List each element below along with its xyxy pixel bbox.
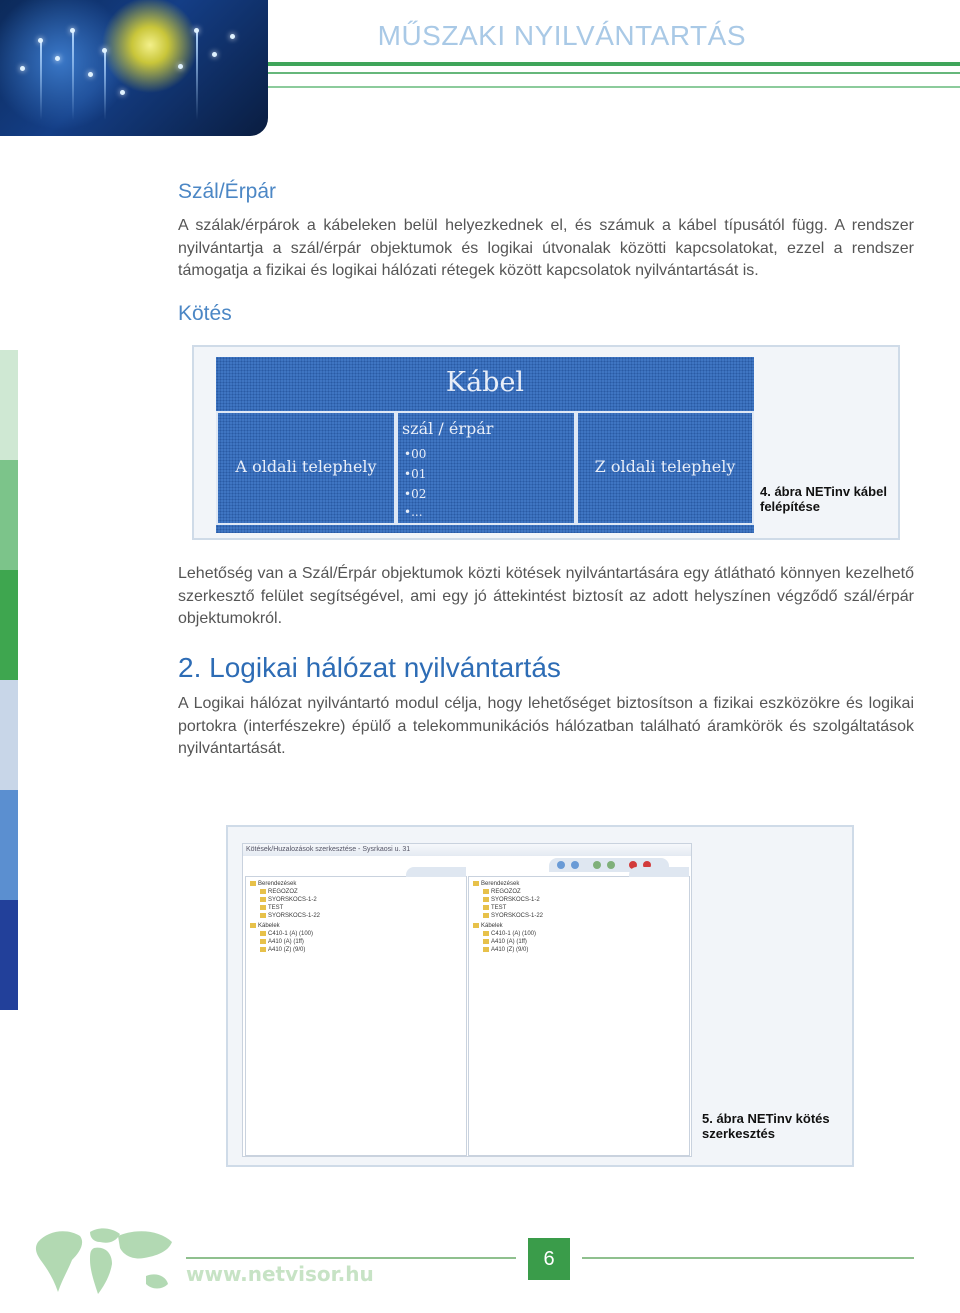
chapter-heading: 2. Logikai hálózat nyilvántartás [178, 652, 561, 683]
tree-node[interactable]: SYORSKOCS-1-22 [483, 913, 543, 919]
tree-node[interactable]: SYORSKOCS-1-2 [483, 897, 540, 903]
cable-icon [260, 939, 266, 944]
cable-icon [483, 947, 489, 952]
folder-icon [473, 881, 479, 886]
page-number: 6 [528, 1238, 570, 1280]
kabel-diagram [216, 357, 754, 533]
figure-caption: 5. ábra NETinv kötés szerkesztés [702, 1111, 830, 1141]
tree-node[interactable]: Kábelek [250, 923, 280, 929]
kabel-cell-a [216, 411, 396, 525]
tree-node[interactable]: A410 (Z) (9/0) [483, 947, 528, 953]
tree-node[interactable]: SYORSKOCS-1-22 [260, 913, 320, 919]
kabel-szal-item: •... [404, 505, 423, 519]
folder-icon [473, 923, 479, 928]
world-map-icon [28, 1220, 178, 1308]
header-line [268, 86, 960, 88]
tree-node[interactable]: Berendezések [250, 881, 296, 887]
device-icon [483, 905, 489, 910]
body-paragraph: A Logikai hálózat nyilvántartó modul célja, hogy lehetőséget biztosítson a fizikai eszközökre és logikai portokra (interfészekre) épülő a telekommunikációs hálózatban található áramkörök és szolgáltatások nyilvántartását. [178, 695, 914, 758]
side-bar-segment [0, 460, 18, 570]
device-icon [483, 913, 489, 918]
tree-node[interactable]: Kábelek [473, 923, 503, 929]
side-bar-segment [0, 350, 18, 460]
tree-node[interactable]: C410-1 (A) (100) [260, 931, 313, 937]
tree-node[interactable]: A410 (Z) (9/0) [260, 947, 305, 953]
device-icon [260, 889, 266, 894]
pane-tab [629, 867, 689, 877]
section-heading: Szál/Érpár [178, 180, 277, 203]
footer-line [186, 1257, 516, 1259]
tree-node[interactable]: A410 (A) (1ff) [260, 939, 304, 945]
kabel-szal-item: •01 [404, 467, 427, 481]
kabel-cell-z-label: Z oldali telephely [594, 457, 736, 476]
tree-node[interactable]: A410 (A) (1ff) [483, 939, 527, 945]
tree-node[interactable]: Berendezések [473, 881, 519, 887]
kabel-szal-item: •02 [404, 487, 427, 501]
cable-icon [260, 931, 266, 936]
unlink-icon[interactable] [571, 861, 579, 869]
tree-node[interactable]: TEST [260, 905, 283, 911]
side-bar-segment [0, 570, 18, 680]
link-icon[interactable] [557, 861, 565, 869]
figure-caption: 4. ábra NETinv kábel felépítése [760, 484, 887, 514]
body-paragraph: A szálak/érpárok a kábeleken belül helyezkednek el, és számuk a kábel típusától függ. A rendszer nyilvántartja a szál/érpár objektumok és logikai útvonalak közötti kapcsolatokat, ezzel a rendszer támogatja a fizikai és logikai hálózati rétegek között kapcsolatok nyilvántartását is. [178, 217, 914, 280]
editor-window-title: Kötések/Huzalozások szerkesztése - Sysrkaosi u. 31 [243, 844, 691, 856]
kabel-title: Kábel [445, 367, 525, 398]
device-icon [260, 913, 266, 918]
cable-icon [260, 947, 266, 952]
header-fiber-photo [0, 0, 268, 136]
figure-kotes-szerkeszto [226, 825, 854, 1167]
kabel-cell-szal [396, 411, 576, 525]
header-line [268, 72, 960, 74]
side-bar-segment [0, 900, 18, 1010]
section-heading: Kötés [178, 302, 232, 325]
body-paragraph: Lehetőség van a Szál/Érpár objektumok közti kötések nyilvántartására egy átlátható könnyen kezelhető szerkesztő felület segítségével, ami egy jó áttekintést biztosít az adott helyszínen végződő szál/érpár objektumokról. [178, 565, 914, 628]
footer-line [582, 1257, 914, 1259]
kabel-szal-item: •00 [404, 447, 427, 461]
tree-node[interactable]: TEST [483, 905, 506, 911]
device-icon [483, 889, 489, 894]
tree-node[interactable]: SYORSKOCS-1-2 [260, 897, 317, 903]
cable-icon [483, 931, 489, 936]
tree-pane-right[interactable] [468, 876, 690, 1156]
header-title: MŰSZAKI NYILVÁNTARTÁS [377, 20, 746, 51]
kabel-cell-z [576, 411, 754, 525]
side-bar-segment [0, 790, 18, 900]
pane-tab [406, 867, 466, 877]
tree-pane-left[interactable] [245, 876, 467, 1156]
kabel-cell-szal-title: szál / érpár [402, 419, 494, 438]
device-icon [260, 905, 266, 910]
editor-window [242, 843, 692, 1157]
folder-icon [250, 923, 256, 928]
arrow-icon[interactable] [593, 861, 601, 869]
device-icon [483, 897, 489, 902]
kabel-cell-a-label: A oldali telephely [235, 457, 377, 476]
cable-icon [483, 939, 489, 944]
arrow-icon[interactable] [607, 861, 615, 869]
footer-url[interactable]: www.netvisor.hu [186, 1262, 374, 1286]
device-icon [260, 897, 266, 902]
figure-kabel [192, 345, 900, 540]
folder-icon [250, 881, 256, 886]
tree-node[interactable]: REGOZOZ [483, 889, 521, 895]
header-line [268, 62, 960, 66]
side-bar-segment [0, 680, 18, 790]
tree-node[interactable]: REGOZOZ [260, 889, 298, 895]
tree-node[interactable]: C410-1 (A) (100) [483, 931, 536, 937]
